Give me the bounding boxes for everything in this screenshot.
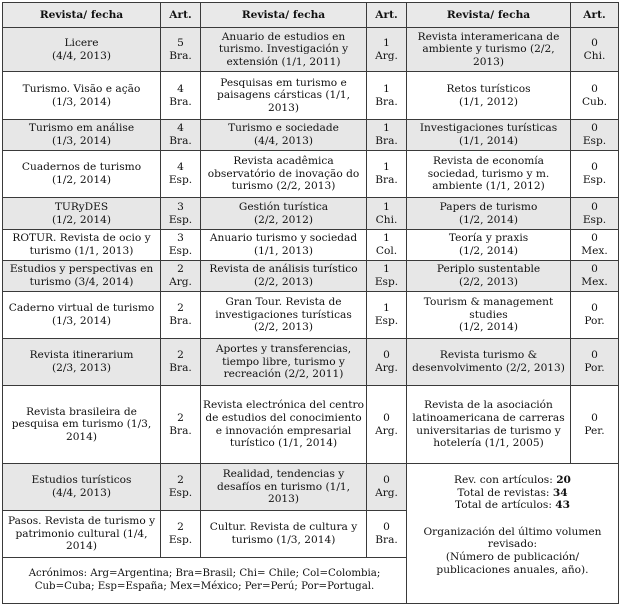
header-art-1: Art. (161, 3, 201, 28)
journal-name: Papers de turismo (439, 200, 538, 213)
rev-with-articles-label: Rev. con artículos: (454, 474, 553, 486)
journal-date: (1/2, 2014) (458, 213, 518, 226)
country-code: Arg. (375, 424, 398, 437)
article-count: 0 (591, 302, 598, 315)
country-code: Arg. (375, 362, 398, 374)
acronyms-note: Acrónimos: Arg=Argentina; Bra=Brasil; Chi= Chile; Col=Colombia; Cub=Cuba; Esp=España; Mex=México; Per=Perú; Por=Portugal. (3, 558, 407, 604)
journal-name: Revista de la asociación latinoamericana de carreras universitarias de turismo y hotelería (1/1, 2005) (412, 399, 565, 450)
article-count-cell (161, 72, 201, 120)
article-count-cell (161, 464, 201, 511)
article-count: 4 (177, 161, 184, 174)
article-count-cell (571, 339, 619, 386)
journal-date: (2/3, 2013) (51, 362, 111, 374)
table-row (3, 198, 619, 230)
journal-name: Gestión turística (238, 200, 329, 213)
header-journal-1: Revista/ fecha (3, 3, 161, 28)
journal-name: Aportes y transferencias, tiempo libre, turismo y recreación (2/2, 2011) (215, 343, 352, 381)
header-journal-2: Revista/ fecha (201, 3, 367, 28)
journal-name: Revista turismo & desenvolvimento (2/2, 2013) (412, 349, 565, 374)
journal-cell (3, 292, 161, 339)
country-code: Bra. (169, 362, 192, 374)
article-count-cell (571, 28, 619, 72)
journal-cell (407, 28, 571, 72)
article-count-cell (571, 261, 619, 292)
article-count-cell (571, 120, 619, 151)
header-art-3: Art. (571, 3, 619, 28)
article-count: 1 (383, 122, 390, 135)
article-count-cell (571, 72, 619, 120)
article-count: 5 (177, 36, 184, 49)
article-count-cell (367, 292, 407, 339)
article-count-cell (161, 151, 201, 198)
country-code: Esp. (582, 213, 607, 226)
journal-cell (3, 511, 161, 558)
article-count-cell (571, 386, 619, 464)
journal-name: Gran Tour. Revista de investigaciones turísticas (2/2, 2013) (215, 296, 352, 334)
journal-name: Anuario de estudios en turismo. Investigación y extensión (1/1, 2011) (218, 30, 349, 68)
table-row (3, 230, 619, 261)
article-count-cell (367, 72, 407, 120)
article-count: 2 (177, 411, 184, 424)
article-count-cell (161, 386, 201, 464)
journal-name: Licere (64, 36, 99, 49)
article-count: 0 (383, 411, 390, 424)
journal-date: (4/4, 2013) (253, 135, 313, 147)
article-count: 0 (591, 122, 598, 135)
journal-date: (1/1, 2014) (458, 135, 518, 147)
total-articles-value: 43 (555, 499, 571, 512)
article-count: 1 (383, 161, 390, 174)
total-articles-label: Total de artículos: (454, 499, 552, 512)
journal-cell (3, 72, 161, 120)
journal-cell (201, 72, 367, 120)
article-count: 0 (383, 521, 390, 534)
journal-cell (3, 120, 161, 151)
journal-cell (201, 230, 367, 261)
journal-cell (201, 198, 367, 230)
rev-with-articles-line (409, 474, 616, 487)
journal-cell (3, 339, 161, 386)
article-count: 0 (591, 200, 598, 213)
journal-cell (201, 292, 367, 339)
journal-name: Teoría y praxis (448, 232, 529, 245)
journal-name: Cuadernos de turismo (21, 161, 142, 174)
article-count-cell (571, 151, 619, 198)
journal-cell (407, 292, 571, 339)
country-code: Esp. (374, 276, 399, 288)
journal-cell (201, 464, 367, 511)
article-count-cell (367, 464, 407, 511)
journal-name: Cultur. Revista de cultura y turismo (1/3, 2014) (209, 521, 358, 546)
journal-cell (201, 386, 367, 464)
journal-name: Revista acadêmica observatório de inovação do turismo (2/2, 2013) (207, 155, 360, 193)
country-code: Bra. (169, 424, 192, 437)
country-code: Bra. (375, 135, 398, 147)
table-body (3, 28, 619, 604)
total-journals-label: Total de revistas: (457, 486, 550, 499)
journal-date: (4/4, 2013) (51, 49, 111, 62)
journals-table-container (2, 2, 618, 604)
article-count: 2 (177, 263, 184, 276)
journal-cell (201, 151, 367, 198)
journal-name: Caderno virtual de turismo (1/3, 2014) (8, 302, 155, 327)
journal-name: Tourism & management studies (423, 296, 554, 321)
journal-name: Estudios y perspectivas en turismo (3/4, 2014) (9, 263, 154, 288)
country-code: Chi. (583, 49, 606, 62)
country-code: Esp. (168, 174, 193, 186)
article-count: 1 (383, 263, 390, 276)
article-count-cell (367, 120, 407, 151)
journal-cell (201, 120, 367, 151)
article-count-cell (571, 292, 619, 339)
country-code: Esp. (168, 245, 193, 257)
country-code: Bra. (169, 135, 192, 147)
journal-date: (2/2, 2013) (458, 276, 518, 288)
country-code: Mex. (581, 276, 608, 288)
article-count-cell (367, 261, 407, 292)
journal-name: Turismo. Visão e ação (22, 82, 141, 95)
journals-table (2, 2, 619, 604)
journal-date: (1/3, 2014) (51, 135, 111, 147)
journal-cell (201, 28, 367, 72)
journal-name: Turismo em análise (28, 122, 135, 135)
article-count: 0 (591, 349, 598, 362)
article-count-cell (367, 339, 407, 386)
article-count: 0 (591, 82, 598, 95)
country-code: Por. (584, 315, 605, 327)
article-count: 0 (591, 411, 598, 424)
article-count: 3 (177, 200, 184, 213)
journal-cell (3, 230, 161, 261)
country-code: Arg. (375, 487, 398, 499)
country-code: Bra. (169, 315, 192, 327)
article-count: 2 (177, 474, 184, 487)
article-count: 0 (591, 36, 598, 49)
table-row (3, 464, 619, 511)
journal-name: Realidad, tendencias y desafíos en turismo (1/1, 2013) (216, 468, 351, 506)
journal-cell (407, 339, 571, 386)
journal-name: Estudios turísticos (31, 474, 132, 487)
article-count-cell (367, 386, 407, 464)
total-articles-line (409, 499, 616, 512)
country-code: Esp. (374, 315, 399, 327)
journal-date: (2/2, 2012) (253, 213, 313, 226)
summary-spacer (409, 512, 616, 526)
journal-cell (3, 198, 161, 230)
country-code: Bra. (375, 534, 398, 546)
country-code: Arg. (375, 49, 398, 62)
article-count: 1 (383, 82, 390, 95)
article-count: 2 (177, 349, 184, 362)
journal-name: Revista brasileira de pesquisa em turismo (1/3, 2014) (11, 405, 152, 443)
journal-cell (3, 261, 161, 292)
article-count-cell (161, 120, 201, 151)
journal-name: Anuario turismo y sociedad (1/1, 2013) (209, 232, 358, 257)
journal-name: Investigaciones turísticas (419, 122, 558, 135)
country-code: Esp. (168, 487, 193, 499)
journal-cell (407, 261, 571, 292)
journal-cell (201, 339, 367, 386)
article-count: 4 (177, 122, 184, 135)
article-count: 3 (177, 232, 184, 245)
journal-name: Revista itinerarium (29, 349, 134, 362)
article-count-cell (161, 230, 201, 261)
article-count-cell (367, 151, 407, 198)
country-code: Bra. (169, 95, 192, 108)
country-code: Por. (584, 362, 605, 374)
article-count: 0 (383, 474, 390, 487)
header-row (3, 3, 619, 28)
journal-name: Revista de economía sociedad, turismo y m. ambiente (1/1, 2012) (427, 155, 550, 193)
article-count-cell (161, 292, 201, 339)
country-code: Per. (584, 424, 605, 437)
article-count-cell (161, 28, 201, 72)
journal-name: Pesquisas em turismo e paisagens cársticas (1/1, 2013) (217, 76, 350, 114)
country-code: Chi. (375, 213, 398, 226)
country-code: Cub. (581, 95, 608, 108)
article-count: 0 (383, 349, 390, 362)
total-journals-line (409, 487, 616, 500)
article-count-cell (161, 339, 201, 386)
journal-cell (407, 72, 571, 120)
journal-cell (407, 120, 571, 151)
article-count: 1 (383, 200, 390, 213)
country-code: Arg. (169, 276, 192, 288)
article-count: 4 (177, 82, 184, 95)
organization-detail: (Número de publicación/ publicaciones anuales, año). (436, 550, 589, 576)
country-code: Bra. (169, 49, 192, 62)
journal-cell (407, 198, 571, 230)
journal-name: Revista de análisis turístico (2/2, 2013) (209, 263, 358, 288)
article-count-cell (367, 230, 407, 261)
total-journals-value: 34 (552, 486, 568, 499)
article-count: 0 (591, 263, 598, 276)
article-count-cell (161, 511, 201, 558)
article-count-cell (161, 261, 201, 292)
country-code: Esp. (582, 174, 607, 186)
country-code: Col. (375, 245, 398, 257)
header-art-2: Art. (367, 3, 407, 28)
journal-cell (3, 151, 161, 198)
country-code: Esp. (168, 213, 193, 226)
article-count-cell (161, 198, 201, 230)
organization-title: Organización del último volumen revisado: (423, 525, 602, 551)
article-count-cell (367, 28, 407, 72)
table-row (3, 261, 619, 292)
article-count: 1 (383, 302, 390, 315)
journal-name: Revista interamericana de ambiente y turismo (2/2, 2013) (417, 30, 560, 68)
journal-name: ROTUR. Revista de ocio y turismo (1/1, 2013) (12, 232, 151, 257)
article-count: 2 (177, 302, 184, 315)
journal-date: (1/2, 2014) (51, 174, 111, 186)
journal-name: Retos turísticos (446, 82, 531, 95)
country-code: Bra. (375, 174, 398, 186)
country-code: Mex. (581, 245, 608, 257)
table-row (3, 386, 619, 464)
table-row (3, 28, 619, 72)
table-row (3, 72, 619, 120)
journal-name: Turismo e sociedade (228, 122, 339, 135)
header-journal-3: Revista/ fecha (407, 3, 571, 28)
country-code: Esp. (582, 135, 607, 147)
journal-name: Revista electrónica del centro de estudios del conocimiento e innovación empresarial turístico (1/1, 2014) (203, 399, 364, 450)
table-row (3, 151, 619, 198)
article-count: 1 (383, 232, 390, 245)
journal-date: (1/2, 2014) (458, 321, 518, 334)
journal-name: TURyDES (54, 200, 109, 213)
journal-cell (3, 464, 161, 511)
country-code: Bra. (375, 95, 398, 108)
article-count: 0 (591, 161, 598, 174)
article-count-cell (367, 198, 407, 230)
article-count: 1 (383, 36, 390, 49)
journal-date: (1/1, 2012) (458, 95, 518, 108)
journal-date: (1/2, 2014) (51, 213, 111, 226)
article-count: 0 (591, 232, 598, 245)
journal-cell (3, 386, 161, 464)
journal-cell (3, 28, 161, 72)
journal-cell (201, 511, 367, 558)
journal-date: (1/3, 2014) (51, 95, 111, 108)
table-row (3, 292, 619, 339)
journal-date: (4/4, 2013) (51, 487, 111, 499)
table-row (3, 339, 619, 386)
rev-with-articles-value: 20 (556, 474, 571, 486)
journal-cell (407, 386, 571, 464)
journal-date: (1/2, 2014) (458, 245, 518, 257)
summary-cell (407, 464, 619, 604)
journal-cell (407, 230, 571, 261)
table-row (3, 120, 619, 151)
journal-cell (407, 151, 571, 198)
article-count-cell (571, 230, 619, 261)
country-code: Esp. (168, 534, 193, 546)
article-count: 2 (177, 521, 184, 534)
article-count-cell (571, 198, 619, 230)
journal-name: Pasos. Revista de turismo y patrimonio cultural (1/4, 2014) (7, 515, 156, 553)
journal-cell (201, 261, 367, 292)
article-count-cell (367, 511, 407, 558)
journal-name: Periplo sustentable (436, 263, 541, 276)
